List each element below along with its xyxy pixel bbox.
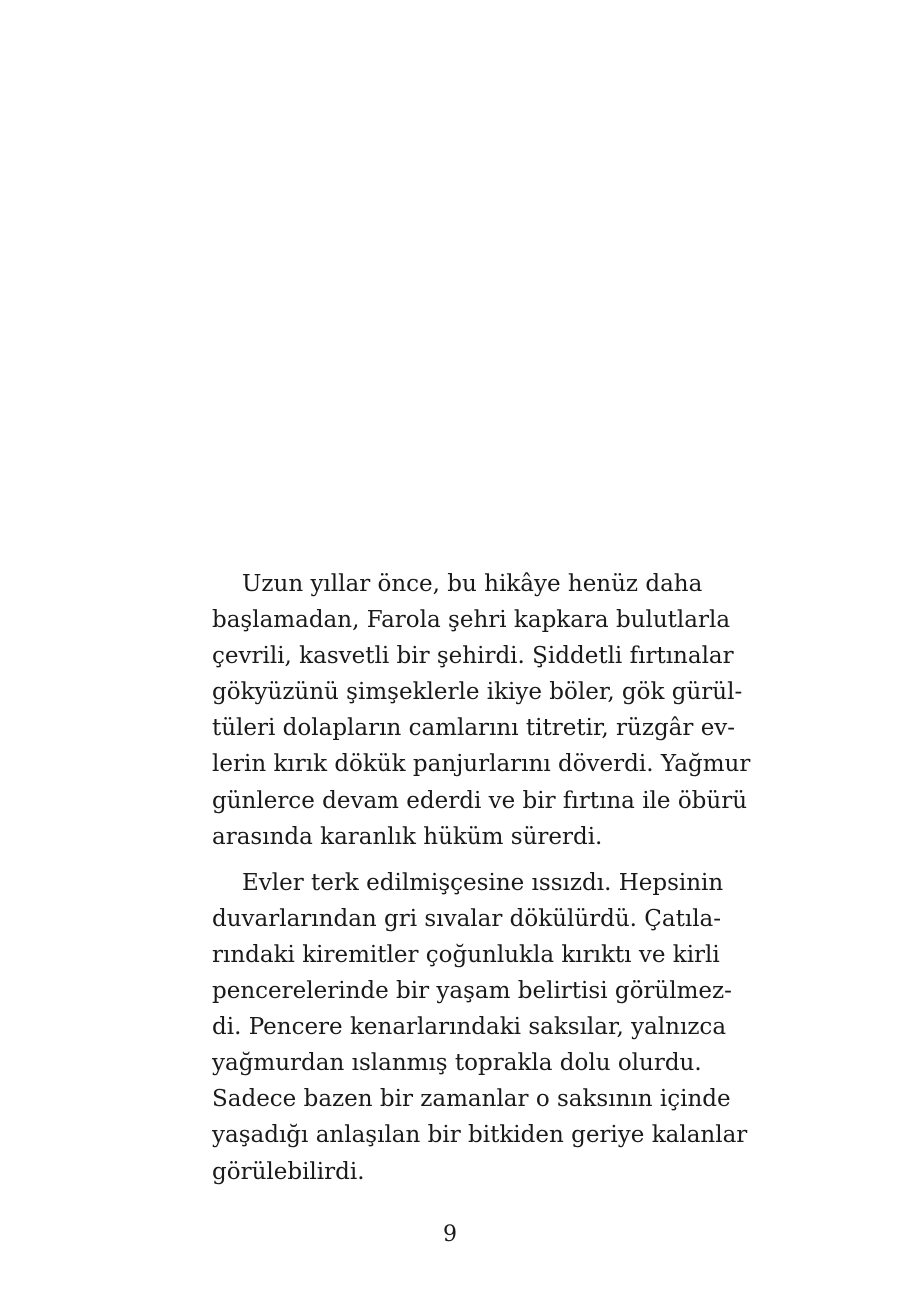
body-text xyxy=(212,566,751,1190)
text-line: çevrili, kasvetli bir şehirdi. Şiddetli fırtınalar xyxy=(212,643,734,670)
text-line: di. Pencere kenarlarındaki saksılar, yalnızca xyxy=(212,1014,727,1041)
text-line: duvarlarından gri sıvalar dökülürdü. Çatıla- xyxy=(212,905,722,932)
paragraph-gap xyxy=(212,855,701,865)
text-line: lerin kırık dökük panjurlarını döverdi. Yağmur xyxy=(212,751,751,778)
text-line: tüleri dolapların camlarını titretir, rüzgâr ev- xyxy=(212,715,736,742)
text-line: rındaki kiremitler çoğunlukla kırıktı ve kirli xyxy=(212,941,720,968)
paragraph-2 xyxy=(212,865,748,1190)
text-line: Evler terk edilmişçesine ıssızdı. Hepsinin xyxy=(242,869,724,896)
text-line: günlerce devam ederdi ve bir fırtına ile öbürü xyxy=(212,787,748,814)
text-line: yağmurdan ıslanmış toprakla dolu olurdu. xyxy=(212,1050,702,1077)
text-line: pencerelerinde bir yaşam belirtisi görülmez- xyxy=(212,978,732,1005)
text-line: görülebilirdi. xyxy=(212,1158,365,1185)
text-line: gökyüzünü şimşeklerle ikiye böler, gök gürül- xyxy=(212,679,743,706)
text-line: yaşadığı anlaşılan bir bitkiden geriye kalanlar xyxy=(212,1122,748,1149)
text-line: başlamadan, Farola şehri kapkara bulutlarla xyxy=(212,607,731,634)
text-line: Uzun yıllar önce, bu hikâye henüz daha xyxy=(242,571,703,597)
page-number: 9 xyxy=(443,1222,457,1247)
paragraph-1 xyxy=(212,566,751,855)
text-line: Sadece bazen bir zamanlar o saksının içinde xyxy=(212,1086,731,1113)
text-line: arasında karanlık hüküm sürerdi. xyxy=(212,823,603,850)
